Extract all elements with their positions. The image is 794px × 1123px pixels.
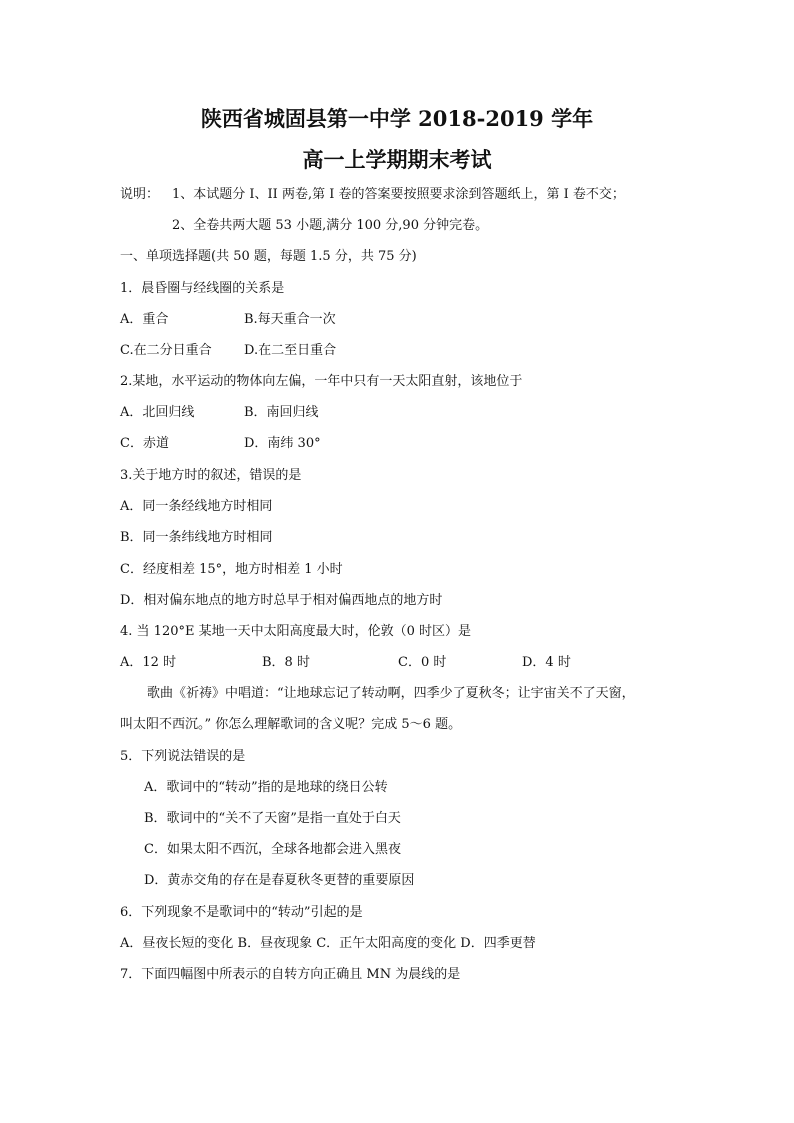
instructions-label: 说明：	[120, 187, 160, 202]
question-3-option-a: A．同一条经线地方时相同	[120, 499, 273, 514]
instructions-item-2: 2、全卷共两大题 53 小题,满分 100 分,90 分钟完卷。	[172, 218, 489, 233]
question-5-option-d: D．黄赤交角的存在是春夏秋冬更替的重要原因	[144, 873, 415, 888]
question-4-option-b: B．8 时	[262, 655, 310, 670]
question-4-stem: 4. 当 120°E 某地一天中太阳高度最大时，伦敦（0 时区）是	[120, 624, 472, 639]
question-7-stem: 7．下面四幅图中所表示的自转方向正确且 MN 为晨线的是	[120, 967, 461, 982]
question-1-option-b: B.每天重合一次	[244, 312, 336, 327]
question-6-stem: 6．下列现象不是歌词中的“转动”引起的是	[120, 905, 363, 920]
question-5-option-c: C．如果太阳不西沉，全球各地都会进入黑夜	[144, 842, 401, 857]
question-1-option-d: D.在二至日重合	[244, 343, 337, 358]
lyrics-passage-line-1: 歌曲《祈祷》中唱道：“让地球忘记了转动啊，四季少了夏秋冬；让宇宙关不了天窗，	[147, 686, 635, 701]
question-2-option-d: D．南纬 30°	[244, 436, 321, 451]
question-4-option-a: A．12 时	[120, 655, 177, 670]
question-3-option-b: B．同一条纬线地方时相同	[120, 530, 273, 545]
section-heading: 一、单项选择题(共 50 题，每题 1.5 分，共 75 分)	[120, 249, 417, 264]
question-5-option-b: B．歌词中的“关不了天窗”是指一直处于白天	[144, 811, 401, 826]
question-6-options: A．昼夜长短的变化 B．昼夜现象 C．正午太阳高度的变化 D．四季更替	[120, 936, 536, 951]
question-4-option-d: D．4 时	[522, 655, 571, 670]
question-3-stem: 3.关于地方时的叙述，错误的是	[120, 468, 302, 483]
instructions-item-1: 1、本试题分 I、II 两卷,第 I 卷的答案要按照要求涂到答题纸上，第 I 卷不交；	[172, 187, 625, 202]
question-4-option-c: C．0 时	[398, 655, 447, 670]
lyrics-passage-line-2: 叫太阳不西沉。” 你怎么理解歌词的含义呢？完成 5～6 题。	[120, 717, 462, 732]
question-2-stem: 2.某地，水平运动的物体向左偏，一年中只有一天太阳直射，该地位于	[120, 374, 523, 389]
question-1-option-c: C.在二分日重合	[120, 343, 212, 358]
question-3-option-c: C．经度相差 15°，地方时相差 1 小时	[120, 562, 343, 577]
exam-title-line1: 陕西省城固县第一中学 2018-2019 学年	[200, 106, 594, 131]
question-2-option-b: B．南回归线	[244, 405, 319, 420]
question-2-option-a: A．北回归线	[120, 405, 195, 420]
question-1-option-a: A．重合	[120, 312, 169, 327]
question-5-option-a: A．歌词中的“转动”指的是地球的绕日公转	[144, 780, 388, 795]
question-5-stem: 5．下列说法错误的是	[120, 749, 246, 764]
question-1-stem: 1．晨昏圈与经线圈的关系是	[120, 281, 285, 296]
exam-title-line2: 高一上学期期末考试	[302, 147, 492, 172]
question-2-option-c: C．赤道	[120, 436, 169, 451]
question-3-option-d: D．相对偏东地点的地方时总早于相对偏西地点的地方时	[120, 593, 443, 608]
